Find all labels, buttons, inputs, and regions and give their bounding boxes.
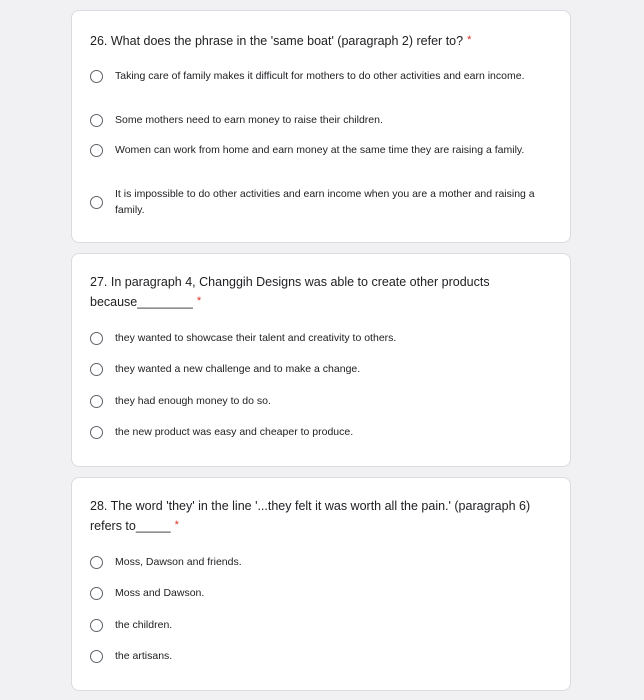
- question-text: The word 'they' in the line '...they felt it was worth all the pain.' (paragraph 6) refers to_____: [90, 499, 531, 533]
- radio-option[interactable]: [90, 361, 540, 377]
- radio-button[interactable]: [90, 363, 103, 376]
- question-number: 27.: [90, 275, 108, 289]
- radio-button[interactable]: [90, 114, 103, 127]
- option-label: Moss and Dawson.: [115, 587, 205, 599]
- question-number: 26.: [90, 34, 108, 48]
- radio-button[interactable]: [90, 144, 103, 157]
- option-label: the children.: [115, 619, 173, 631]
- option-label: Taking care of family makes it difficult for mothers to do other activities and earn income.: [115, 70, 525, 82]
- radio-option[interactable]: [90, 142, 540, 158]
- option-label: the artisans.: [115, 650, 173, 662]
- required-asterisk: *: [174, 519, 179, 531]
- question-text: In paragraph 4, Changgih Designs was able to create other products because________: [90, 275, 490, 309]
- option-label: they had enough money to do so.: [115, 395, 271, 407]
- option-label: they wanted a new challenge and to make a change.: [115, 363, 361, 375]
- radio-option[interactable]: [90, 617, 540, 633]
- question-card-28: [71, 477, 571, 691]
- question-number: 28.: [90, 499, 108, 513]
- radio-option[interactable]: [90, 648, 540, 664]
- radio-button[interactable]: [90, 650, 103, 663]
- radio-button[interactable]: [90, 556, 103, 569]
- radio-button[interactable]: [90, 395, 103, 408]
- question-title: [90, 497, 546, 536]
- radio-option[interactable]: [90, 112, 540, 128]
- radio-option[interactable]: [90, 68, 540, 84]
- radio-button[interactable]: [90, 332, 103, 345]
- radio-option[interactable]: [90, 393, 540, 409]
- required-asterisk: *: [467, 34, 472, 46]
- radio-option[interactable]: [90, 424, 540, 440]
- radio-option[interactable]: [90, 585, 540, 601]
- required-asterisk: *: [196, 295, 202, 307]
- option-label: It is impossible to do other activities and earn income when you are a mother and raising a family.: [115, 188, 535, 216]
- question-card-26: [71, 10, 571, 243]
- question-card-27: [71, 253, 571, 467]
- question-title: [90, 31, 546, 51]
- option-label: they wanted to showcase their talent and creativity to others.: [115, 332, 397, 344]
- question-title: [90, 273, 546, 312]
- question-text: What does the phrase in the 'same boat' (paragraph 2) refer to?: [110, 34, 464, 48]
- option-label: Moss, Dawson and friends.: [115, 556, 242, 568]
- radio-option[interactable]: [90, 554, 540, 570]
- option-label: Some mothers need to earn money to raise their children.: [115, 114, 383, 126]
- option-label: the new product was easy and cheaper to produce.: [115, 426, 354, 438]
- radio-button[interactable]: [90, 70, 103, 83]
- option-label: Women can work from home and earn money at the same time they are raising a family.: [115, 144, 525, 156]
- radio-option[interactable]: [90, 186, 540, 218]
- radio-option[interactable]: [90, 330, 540, 346]
- radio-button[interactable]: [90, 587, 103, 600]
- radio-button[interactable]: [90, 619, 103, 632]
- radio-button[interactable]: [90, 196, 103, 209]
- radio-button[interactable]: [90, 426, 103, 439]
